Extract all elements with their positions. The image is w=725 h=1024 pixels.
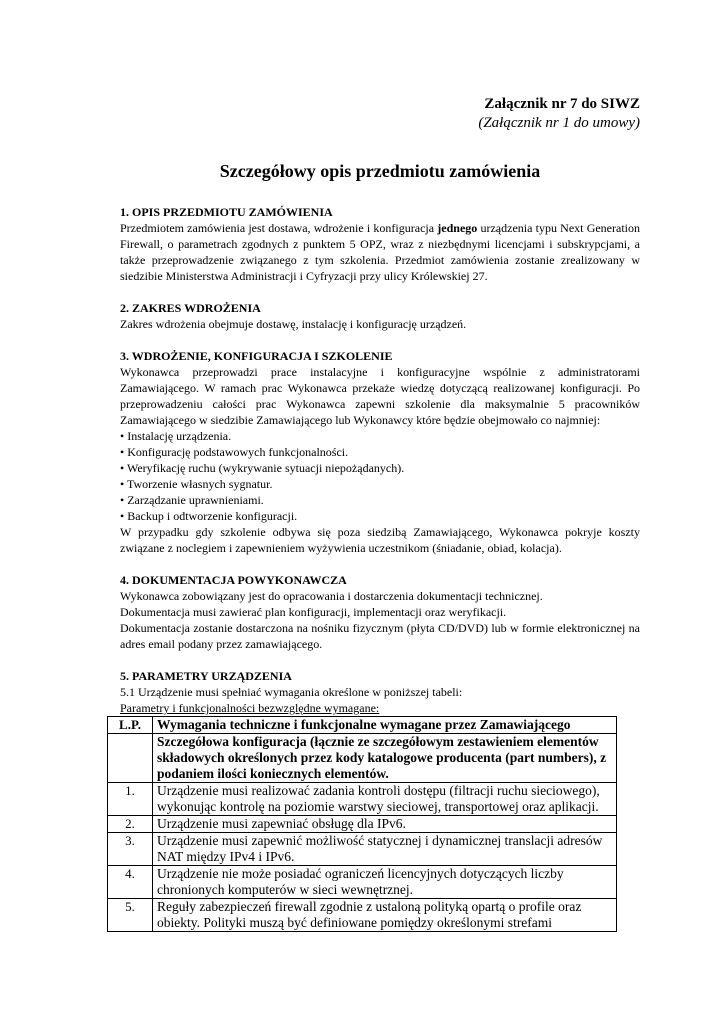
table-cell-lp: 1. bbox=[108, 783, 153, 816]
section-1-text-bold: jednego bbox=[437, 221, 478, 235]
list-item: • Backup i odtworzenie konfiguracji. bbox=[120, 509, 298, 523]
section-4-p1: Wykonawca zobowiązany jest do opracowania i dostarczenia dokumentacji technicznej. bbox=[120, 589, 543, 603]
table-row bbox=[108, 783, 617, 816]
table-row bbox=[108, 899, 617, 932]
table-intro-cell: Szczegółowa konfiguracja (łącznie ze szczegółowym zestawieniem elementów składowych określonych przez kody katalogowe producenta (part numbers), z podaniem ilości koniecznych elementów. bbox=[153, 734, 617, 783]
section-4-heading: 4. DOKUMENTACJA POWYKONAWCZA bbox=[120, 573, 347, 587]
table-cell-text: Reguły zabezpieczeń firewall zgodnie z ustaloną polityką opartą o profile oraz obiekty. Polityki muszą być definiowane pomiędzy określonymi strefami bbox=[153, 899, 617, 932]
table-cell-text: Urządzenie musi zapewnić możliwość statycznej i dynamicznej translacji adresów NAT między IPv4 i IPv6. bbox=[153, 833, 617, 866]
list-item: • Zarządzanie uprawnieniami. bbox=[120, 493, 264, 507]
section-5-p2: Parametry i funkcjonalności bezwzględne wymagane: bbox=[120, 701, 380, 715]
section-3 bbox=[120, 348, 640, 556]
col-req-header: Wymagania techniczne i funkcjonalne wymagane przez Zamawiającego bbox=[153, 717, 617, 734]
section-4 bbox=[120, 572, 640, 652]
section-1-text bbox=[120, 220, 640, 284]
section-1 bbox=[120, 204, 640, 284]
table-row bbox=[108, 816, 617, 833]
table-cell-text: Urządzenie musi realizować zadania kontroli dostępu (filtracji ruchu sieciowego), wykonując kontrolę na poziomie warstwy sieciowej, transportowej oraz aplikacji. bbox=[153, 783, 617, 816]
annex-header bbox=[120, 95, 640, 133]
section-2-text: Zakres wdrożenia obejmuje dostawę, instalację i konfigurację urządzeń. bbox=[120, 317, 467, 331]
section-2-heading: 2. ZAKRES WDROŻENIA bbox=[120, 301, 261, 315]
table-cell-lp bbox=[108, 734, 153, 783]
section-1-text-b: urządzenia typu Next Generation Firewall, o parametrach zgodnych z punktem 5 OPZ, wraz z niezbędnymi licencjami i subskrypcjami, a także przeprowadzenie związanego z tym szkolenia. Przedmiot zamówienia zostanie zrealizowany w siedzibie Ministerstwa Administracji i Cyfryzacji przy ulicy Królewskiej 27. bbox=[120, 221, 641, 283]
list-item: • Tworzenie własnych sygnatur. bbox=[120, 477, 273, 491]
list-item: • Instalację urządzenia. bbox=[120, 429, 232, 443]
table-cell-lp: 5. bbox=[108, 899, 153, 932]
page-title: Szczegółowy opis przedmiotu zamówienia bbox=[219, 161, 541, 181]
table-row bbox=[108, 866, 617, 899]
section-3-text: Wykonawca przeprowadzi prace instalacyjne i konfiguracyjne wspólnie z administratorami Zamawiającego. W ramach prac Wykonawca przekaże wiedzę dotyczącą realizowanej konfiguracji. Po przeprowadzeniu całości prac Wykonawca zapewni szkolenie dla maksymalnie 5 pracowników Zamawiającego w siedzibie Zamawiającego lub Wykonawcy które będzie obejmowało co najmniej: bbox=[120, 365, 640, 427]
section-3-heading: 3. WDROŻENIE, KONFIGURACJA I SZKOLENIE bbox=[120, 349, 393, 363]
section-1-heading: 1. OPIS PRZEDMIOTU ZAMÓWIENIA bbox=[120, 205, 333, 219]
section-1-text-a: Przedmiotem zamówienia jest dostawa, wdrożenie i konfiguracja bbox=[120, 221, 438, 235]
table-cell-lp: 3. bbox=[108, 833, 153, 866]
annex-label: Załącznik nr 7 do SIWZ bbox=[484, 96, 640, 112]
document-page bbox=[120, 95, 640, 732]
table-row bbox=[108, 734, 617, 783]
table-cell-text: Urządzenie musi zapewniać obsługę dla IPv6. bbox=[153, 816, 617, 833]
requirements-table bbox=[107, 716, 617, 932]
col-lp-header: L.P. bbox=[108, 717, 153, 734]
section-5 bbox=[120, 668, 640, 716]
section-3-text2: W przypadku gdy szkolenie odbywa się poza siedzibą Zamawiającego, Wykonawca pokryje koszty związane z noclegiem i zapewnieniem wyżywienia uczestnikom (śniadanie, obiad, kolacja). bbox=[120, 525, 640, 555]
table-header-row bbox=[108, 717, 617, 734]
list-item: • Konfigurację podstawowych funkcjonalności. bbox=[120, 445, 349, 459]
table-row bbox=[108, 833, 617, 866]
annex-sublabel: (Załącznik nr 1 do umowy) bbox=[478, 115, 640, 131]
section-4-p3: Dokumentacja zostanie dostarczona na nośniku fizycznym (płyta CD/DVD) lub w formie elektronicznej na adres email podany przez zamawiającego. bbox=[120, 621, 640, 651]
section-5-heading: 5. PARAMETRY URZĄDZENIA bbox=[120, 669, 292, 683]
table-cell-lp: 2. bbox=[108, 816, 153, 833]
list-item: • Weryfikację ruchu (wykrywanie sytuacji niepożądanych). bbox=[120, 461, 405, 475]
section-4-p2: Dokumentacja musi zawierać plan konfiguracji, implementacji oraz weryfikacji. bbox=[120, 605, 507, 619]
table-cell-lp: 4. bbox=[108, 866, 153, 899]
section-5-p1: 5.1 Urządzenie musi spełniać wymagania określone w poniższej tabeli: bbox=[120, 685, 463, 699]
table-cell-text: Urządzenie nie może posiadać ograniczeń licencyjnych dotyczących liczby chronionych komputerów w sieci wewnętrznej. bbox=[153, 866, 617, 899]
section-2 bbox=[120, 300, 640, 332]
